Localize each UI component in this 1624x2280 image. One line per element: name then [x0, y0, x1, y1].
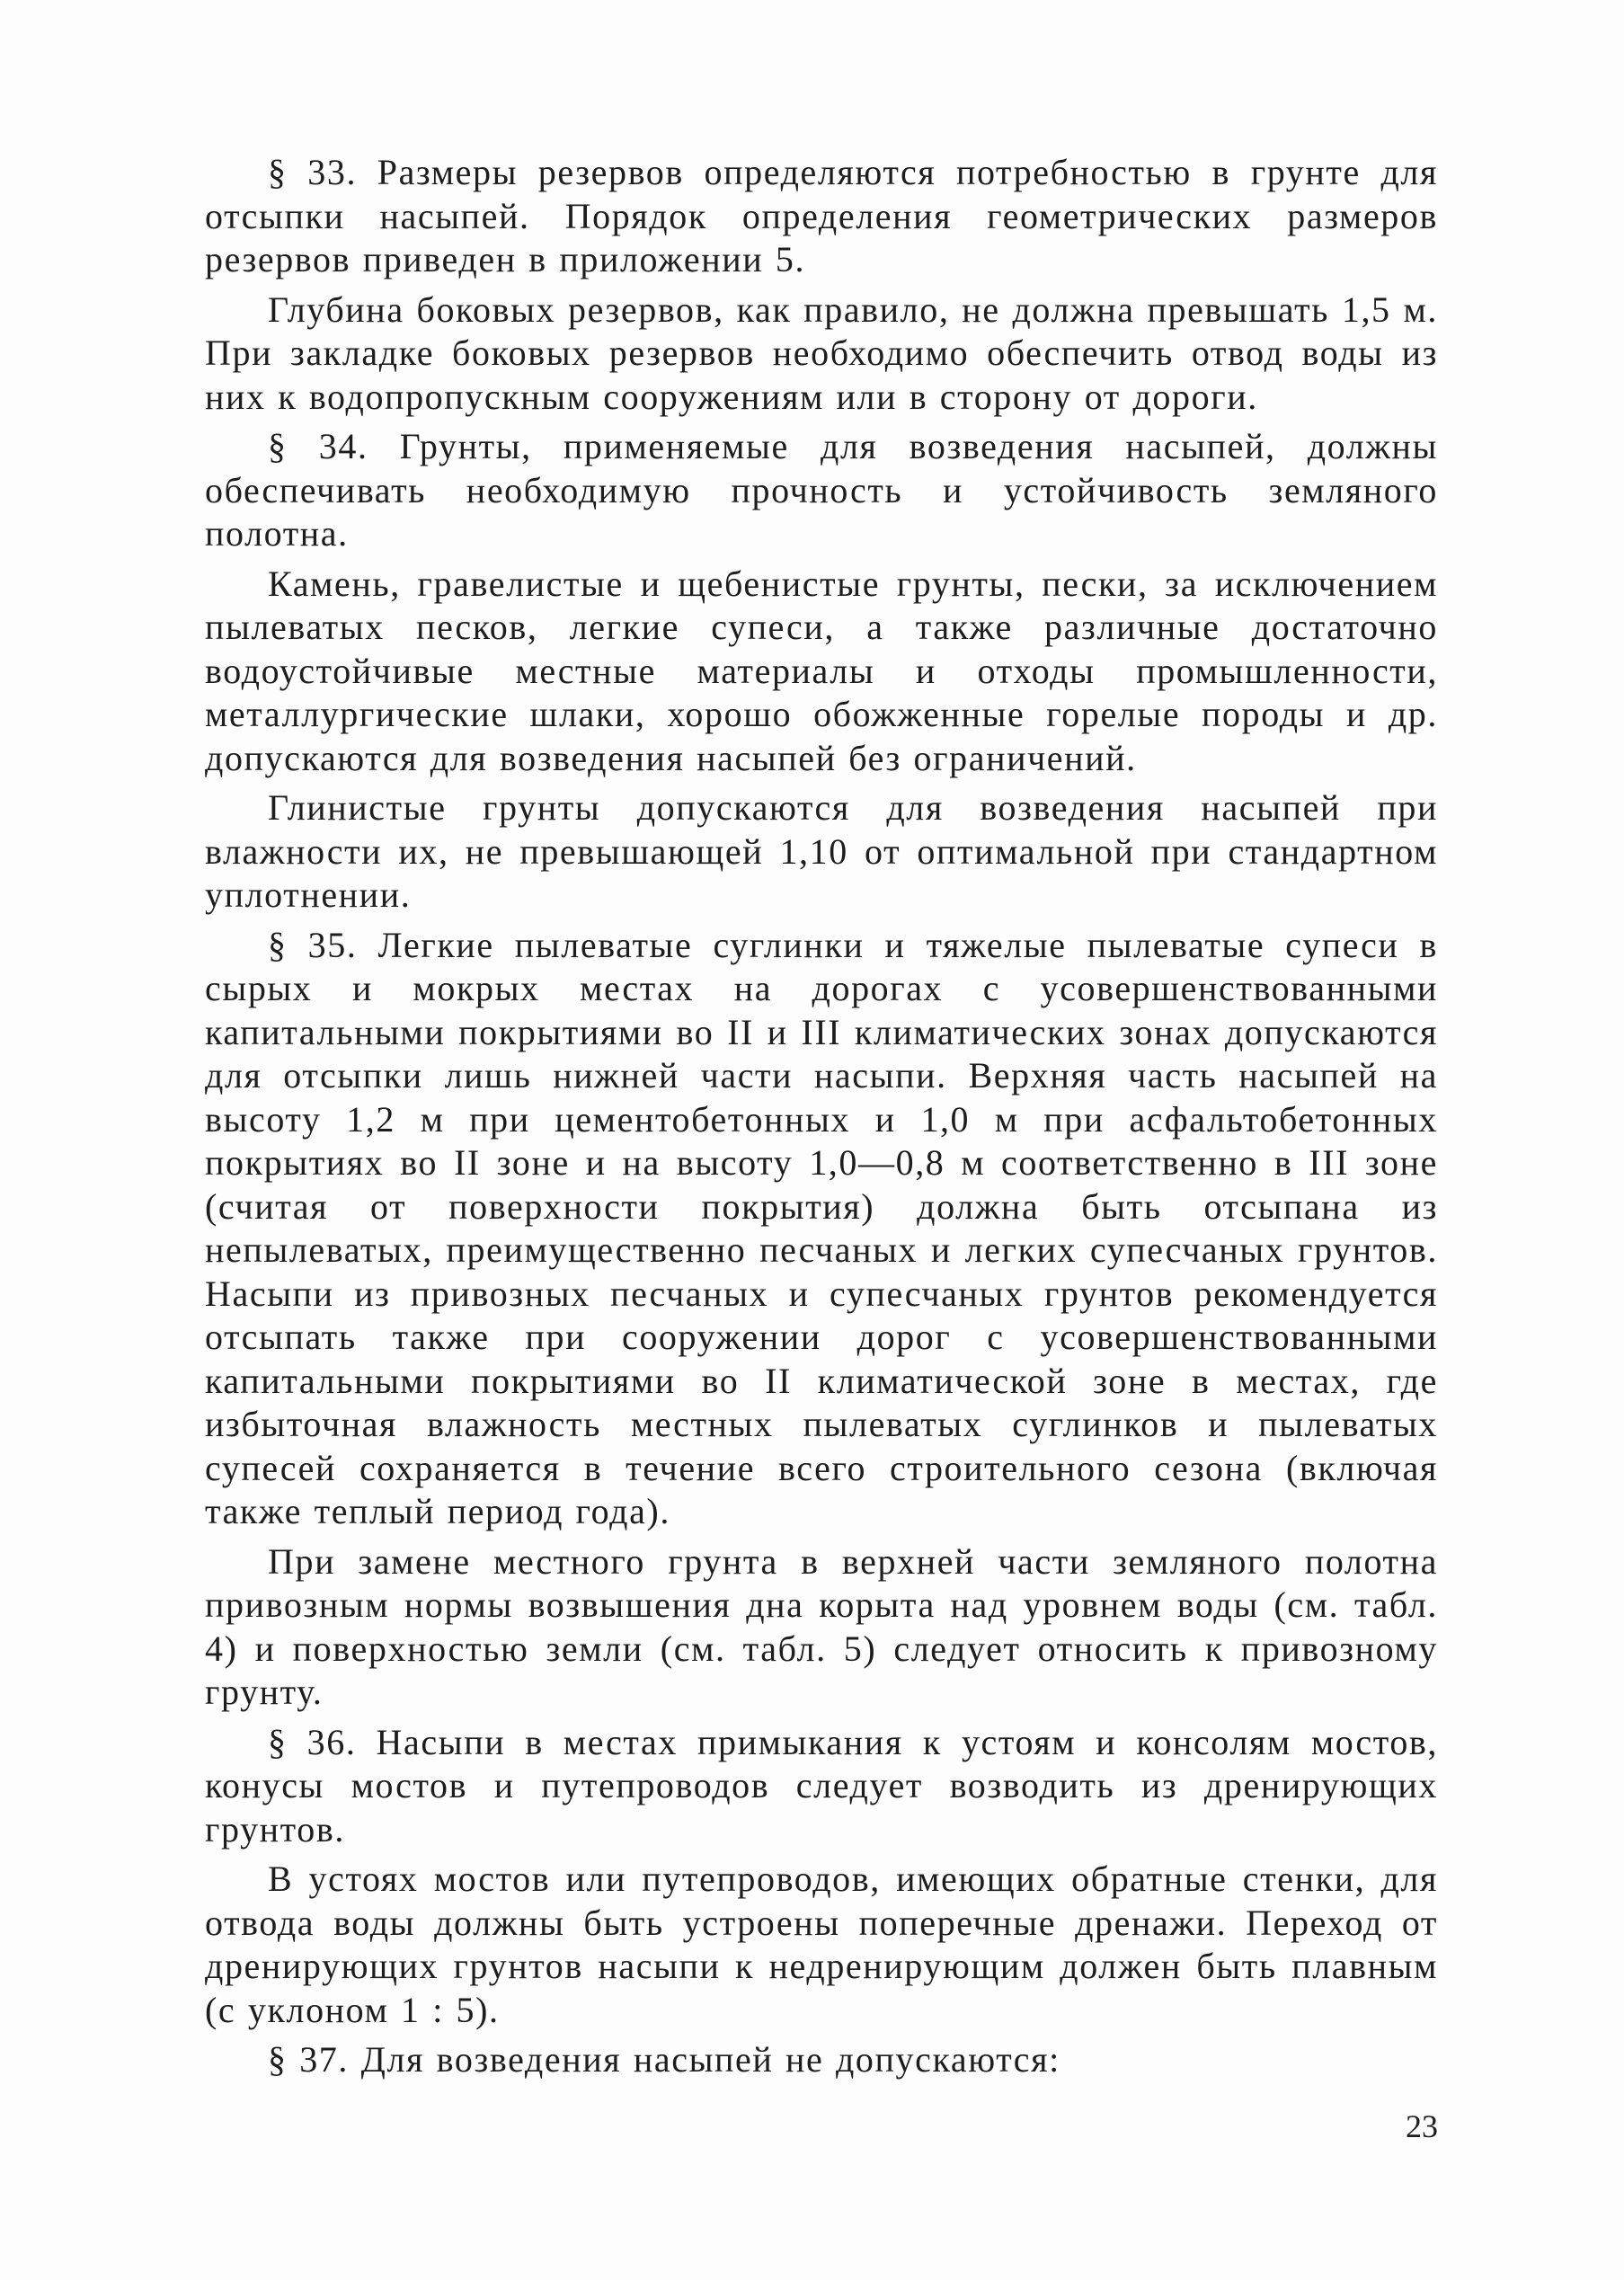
paragraph-35: § 35. Легкие пылеватые суглинки и тяжелые пылеватые супеси в сырых и мокрых местах на дорогах с усовершенствованными капитальными покрытиями во II и III климатических зонах допускаются для отсыпки лишь нижней части насыпи. Верхняя часть насыпей на высоту 1,2 м при цементобетонных и 1,0 м при асфальтобетонных покрытиях во II зоне и на высоту 1,0—0,8 м соответственно в III зоне (считая от поверхности покрытия) должна быть отсыпана из непылеватых, преимущественно песчаных и легких супесчаных грунтов. Насыпи из привозных песчаных и супесчаных грунтов рекомендуется отсыпать также при сооружении дорог с усовершенствованными капитальными покрытиями во II климатической зоне в местах, где избыточная влажность местных пылеватых суглинков и пылеватых супесей сохраняется в течение всего строительного сезона (включая также теплый период года). [205, 924, 1438, 1531]
paragraph-34: § 34. Грунты, применяемые для возведения насыпей, должны обеспечивать необходимую прочность и устойчивость земляного полотна. [205, 426, 1438, 554]
paragraph-37: § 37. Для возведения насыпей не допускаются: [268, 2039, 1060, 2080]
paragraph-bridge-abutments: В устоях мостов или путепроводов, имеющих обратные стенки, для отвода воды должны быть устроены поперечные дренажи. Переход от дренирующих грунтов насыпи к недренирующим должен быть плавным (с уклоном 1 : 5). [205, 1859, 1438, 2030]
paragraph-36: § 36. Насыпи в местах примыкания к устоям и консолям мостов, конусы мостов и путепроводов следует возводить из дренирующих грунтов. [205, 1721, 1438, 1850]
paragraph-reserve-depth: Глубина боковых резервов, как правило, не должна превышать 1,5 м. При закладке боковых резервов необходимо обеспечить отвод воды из них к водопропускным сооружениям или в сторону от дороги. [205, 288, 1438, 417]
body-text [205, 151, 1438, 2089]
paragraph-33: § 33. Размеры резервов определяются потребностью в грунте для отсыпки насыпей. Порядок определения геометрических размеров резервов приведен в приложении 5. [205, 152, 1438, 279]
paragraph-allowed-soils: Камень, гравелистые и щебенистые грунты, пески, за исключением пылеватых песков, легкие супеси, а также различные достаточно водоустойчивые местные материалы и отходы промышленности, металлургические шлаки, хорошо обожженные горелые породы и др. допускаются для возведения насыпей без ограничений. [205, 563, 1438, 778]
paragraph-clay-soils: Глинистые грунты допускаются для возведения насыпей при влажности их, не превышающей 1,10 от оптимальной при стандартном уплотнении. [205, 787, 1438, 915]
page-number: 23 [1406, 2108, 1438, 2144]
paragraph-soil-replacement: При замене местного грунта в верхней части земляного полотна привозным нормы возвышения дна корыта над уровнем воды (см. табл. 4) и поверхностью земли (см. табл. 5) следует относить к привозному грунту. [205, 1540, 1438, 1712]
